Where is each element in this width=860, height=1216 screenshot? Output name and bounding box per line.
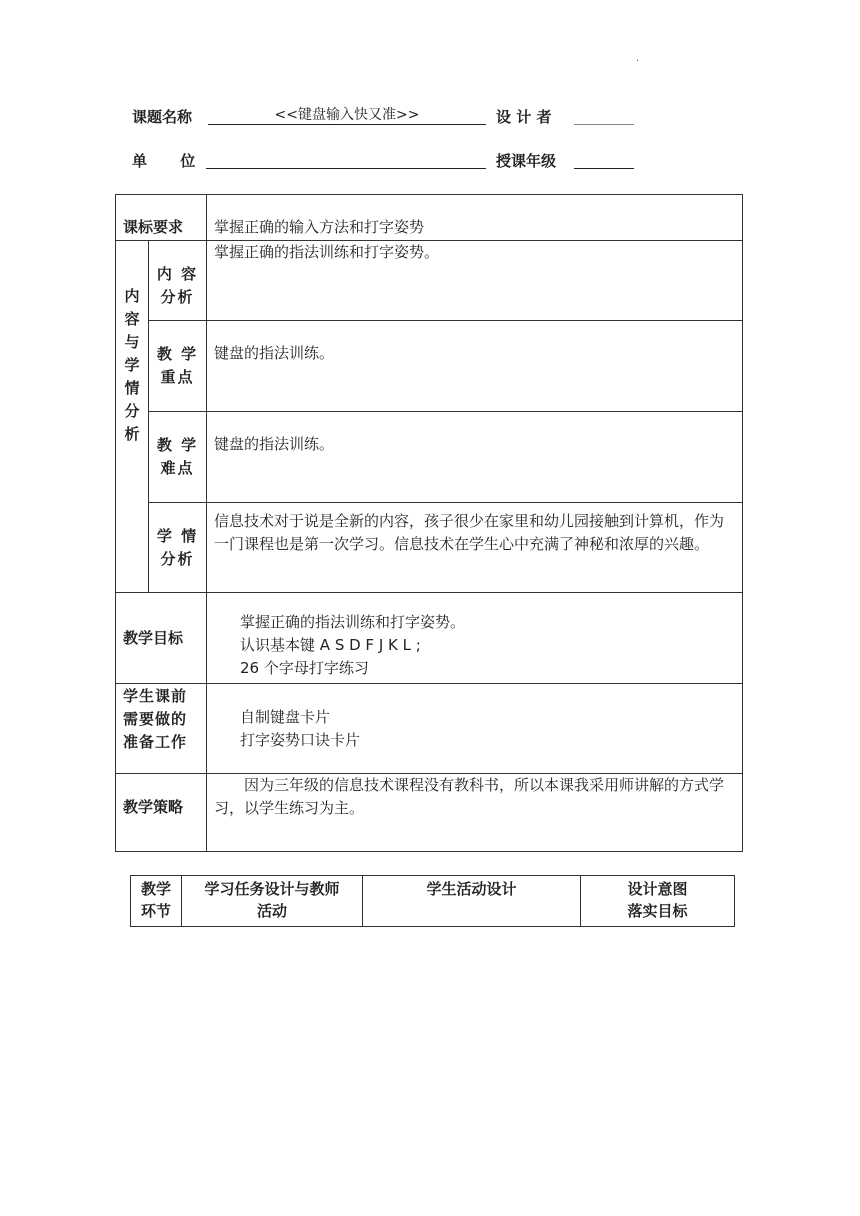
label-line: 需要做的 [123,710,188,728]
col-stage-header [131,876,182,927]
course-name-label: 课题名称 [132,108,193,126]
standard-value: 掌握正确的输入方法和打字姿势 [207,195,743,241]
learner-analysis-label [149,503,207,593]
lesson-plan-table [115,194,743,852]
label-line: 教 学 [156,436,199,454]
label-line: 分析 [160,288,195,306]
header-line: 环节 [140,902,171,920]
designer-label: 设 计 者 [496,108,552,126]
strategy-label: 教学策略 [116,774,207,852]
group-char: 学 [124,356,140,374]
label-line: 学生课前 [123,687,188,705]
page-mark: · [636,56,640,67]
difficulties-value: 键盘的指法训练。 [207,412,743,503]
unit-label: 单 位 [132,152,196,170]
grade-label: 授课年级 [496,152,557,170]
group-char: 情 [124,379,140,397]
col-teacher-activity-header [182,876,363,927]
difficulties-label [149,412,207,503]
content-analysis-row [116,241,743,321]
course-name-field: <<键盘输入快又准>> [208,104,486,125]
preparation-value [207,684,743,774]
group-char: 容 [124,310,140,328]
goal-line: 认识基本键 A S D F J K L ; [240,635,421,654]
col-student-activity-header: 学生活动设计 [363,876,581,927]
goal-line: 26 个字母打字练习 [240,658,369,677]
analysis-group-label [116,241,149,593]
header-line: 设计意图 [627,880,688,898]
header-line: 学习任务设计与教师 [204,880,340,898]
label-line: 难点 [160,459,195,477]
activity-header-row [131,876,735,927]
standard-row [116,195,743,241]
prep-line: 自制键盘卡片 [240,708,331,726]
strategy-row [116,774,743,852]
label-line: 分析 [160,550,195,568]
group-char: 与 [124,333,140,351]
preparation-label [116,684,207,774]
group-char: 析 [124,425,140,443]
preparation-row [116,684,743,774]
label-line: 内 容 [156,265,199,283]
group-char: 分 [124,402,140,420]
unit-field [206,148,486,169]
key-points-label [149,321,207,412]
difficulties-row [116,412,743,503]
label-line: 重点 [160,368,195,386]
label-line: 教 学 [156,345,199,363]
goals-row [116,593,743,684]
label-line: 学 情 [156,527,199,545]
key-points-row [116,321,743,412]
grade-field [574,148,634,169]
prep-line: 打字姿势口诀卡片 [240,731,361,749]
standard-label: 课标要求 [116,195,207,241]
designer-field [574,104,634,125]
header-line: 活动 [256,902,287,920]
header-line: 落实目标 [627,902,688,920]
col-design-intent-header [581,876,735,927]
learner-analysis-row [116,503,743,593]
group-char: 内 [124,287,140,305]
goal-line: 掌握正确的指法训练和打字姿势。 [240,612,466,631]
goals-value [207,593,743,684]
content-analysis-value: 掌握正确的指法训练和打字姿势。 [207,241,743,321]
learner-analysis-value: 信息技术对于说是全新的内容，孩子很少在家里和幼儿园接触到计算机，作为一门课程也是第一次学习。信息技术在学生心中充满了神秘和浓厚的兴趣。 [207,503,743,593]
strategy-value: 因为三年级的信息技术课程没有教科书，所以本课我采用师讲解的方式学习，以学生练习为主。 [207,774,743,852]
header-line: 教学 [140,880,171,898]
goals-label: 教学目标 [116,593,207,684]
content-analysis-label [149,241,207,321]
label-line: 准备工作 [123,733,188,751]
activity-table [130,875,735,927]
key-points-value: 键盘的指法训练。 [207,321,743,412]
